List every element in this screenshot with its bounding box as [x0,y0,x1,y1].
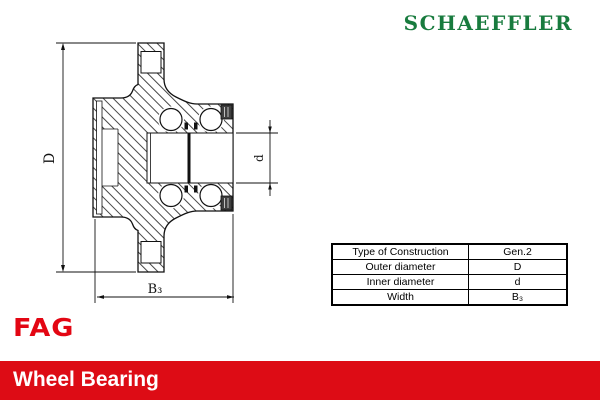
product-banner [0,361,600,400]
table-row-value: Gen.2 [503,246,532,258]
table-row-value: D [513,261,522,273]
table-row-label: Type of Construction [333,245,469,259]
label-width: B₃ [147,282,163,297]
fag-logo: FAG [13,314,75,343]
table-row-label: Width [333,290,469,304]
bearing-ball [200,185,222,207]
table-row-label: Inner diameter [333,275,469,289]
table-row [333,259,566,274]
table-row-label: Outer diameter [333,260,469,274]
flange-groove [97,101,103,214]
label-outer-diameter: D [42,152,58,164]
product-title: Wheel Bearing [13,368,159,391]
seal-bottom [221,196,232,210]
table-row [333,245,566,259]
bolt-hole-bottom [141,242,161,264]
bearing-ball [160,109,182,131]
seal-top [221,105,232,119]
label-inner-diameter: d [252,154,266,162]
inner-ring-split [188,134,191,183]
table-row-value: B₃ [511,291,524,303]
table-row [333,274,566,289]
hub-bearing-drawing [25,25,315,315]
bearing-ball [160,185,182,207]
table-row-value: d [514,276,521,288]
schaeffler-logo: SCHAEFFLER [403,11,573,35]
spec-table [331,243,568,306]
bearing-ball [200,109,222,131]
table-row [333,289,566,304]
bolt-hole-top [141,52,161,74]
